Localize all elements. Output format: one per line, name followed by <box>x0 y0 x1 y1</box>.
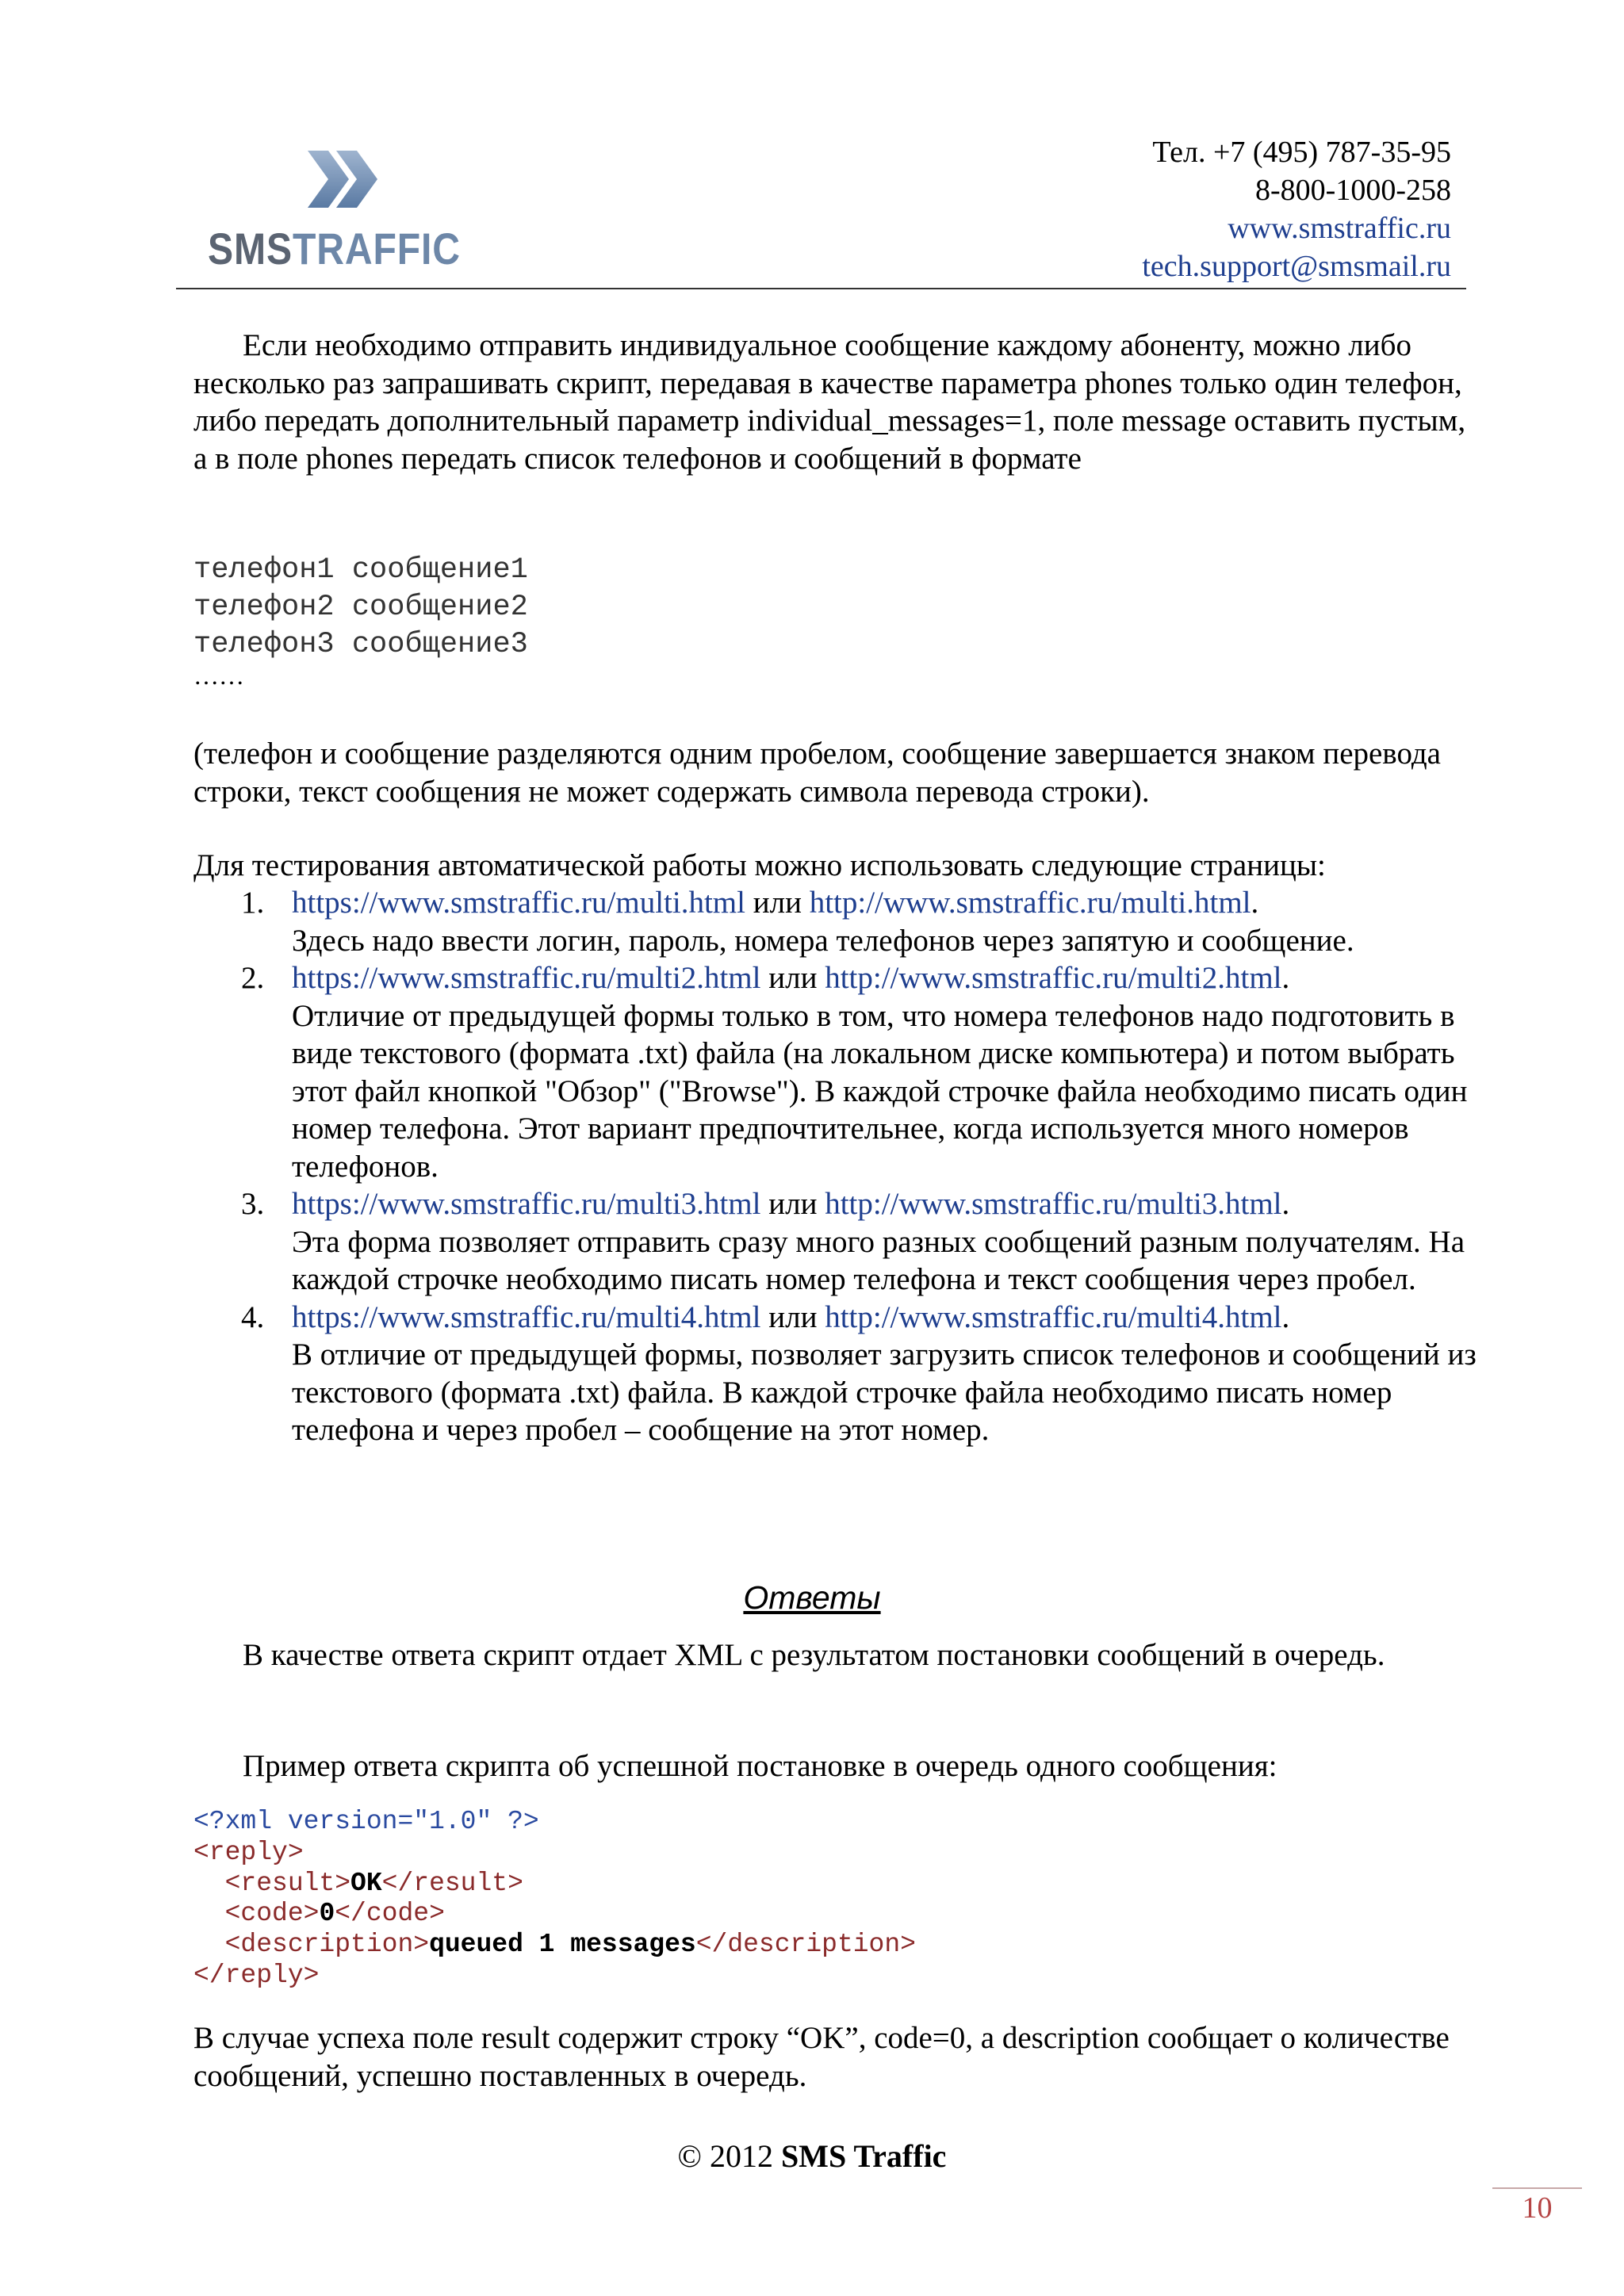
list-number: 1. <box>241 886 265 920</box>
format-note: (телефон и сообщение разделяются одним пробелом, сообщение завершается знаком перевода строки, текст сообщения не может содержать символа перевода строки). <box>193 737 1441 809</box>
list-number: 4. <box>241 1299 265 1334</box>
https-link[interactable]: https://www.smstraffic.ru/multi4.html <box>292 1299 761 1334</box>
logo-traffic-text: TRAFFIC <box>292 224 461 274</box>
phone-free: 8-800-1000-258 <box>1255 174 1451 207</box>
code-value: 0 <box>319 1899 335 1929</box>
list-item-description: В отличие от предыдущей формы, позволяет загрузить список телефонов и сообщений из текстового (формата .txt) файла. В каждой строчке файла необходимо писать номер телефона и через пробел – сообщение на этот номер. <box>292 1337 1477 1447</box>
format-line-2: телефон2 сообщение2 <box>193 591 528 624</box>
reply-close-tag: </reply> <box>193 1960 320 1990</box>
format-ellipsis: …… <box>193 661 244 690</box>
description-close-tag: </description> <box>695 1930 916 1960</box>
list-item <box>193 1185 1478 1299</box>
http-link[interactable]: http://www.smstraffic.ru/multi.html <box>809 886 1251 920</box>
list-item-description: Здесь надо ввести логин, пароль, номера телефонов через запятую и сообщение. <box>292 923 1354 958</box>
header-contacts <box>1142 133 1451 285</box>
https-link[interactable]: https://www.smstraffic.ru/multi.html <box>292 886 745 920</box>
description-open-tag: <description> <box>224 1930 430 1960</box>
description-value: queued 1 messages <box>429 1930 696 1960</box>
result-value: OK <box>350 1868 382 1898</box>
http-link[interactable]: http://www.smstraffic.ru/multi4.html <box>825 1299 1282 1334</box>
list-item-description: Отличие от предыдущей формы только в том, что номера телефонов надо подготовить в виде текстового (формата .txt) файла (на локальном диске компьютера) и потом выбрать этот файл кнопкой "Обзор" ("Browse"). В каждой строчке файла необходимо писать один номер телефона. Этот вариант предпочтительнее, когда используется много номеров телефонов. <box>292 998 1468 1184</box>
xml-response-example <box>193 1807 916 1992</box>
logo-wordmark <box>208 225 461 273</box>
support-email-link[interactable]: tech.support@smsmail.ru <box>1142 250 1451 283</box>
or-text: или <box>768 961 818 995</box>
testing-pages-list <box>193 884 1478 1449</box>
list-item <box>193 1299 1478 1449</box>
or-text: или <box>753 886 802 920</box>
result-open-tag: <result> <box>224 1868 351 1898</box>
or-text: или <box>768 1299 818 1334</box>
testing-lead: Для тестирования автоматической работы можно использовать следующие страницы: <box>193 848 1326 882</box>
xml-declaration: <?xml version="1.0" ?> <box>193 1807 539 1836</box>
list-item <box>193 884 1478 959</box>
http-link[interactable]: http://www.smstraffic.ru/multi2.html <box>825 961 1282 995</box>
example-intro: Пример ответа скрипта об успешной постановке в очередь одного сообщения: <box>243 1749 1277 1783</box>
format-line-1: телефон1 сообщение1 <box>193 553 528 587</box>
period: . <box>1281 1187 1290 1221</box>
code-close-tag: </code> <box>335 1899 445 1929</box>
page-number: 10 <box>1522 2191 1553 2225</box>
success-note: В случае успеха поле result содержит строку “OK”, code=0, а description сообщает о количестве сообщений, успешно поставленных в очередь. <box>193 2021 1450 2093</box>
answers-heading: Ответы <box>743 1579 881 1616</box>
website-link[interactable]: www.smstraffic.ru <box>1228 212 1451 245</box>
https-link[interactable]: https://www.smstraffic.ru/multi3.html <box>292 1187 761 1221</box>
format-line-3: телефон3 сообщение3 <box>193 628 528 661</box>
list-number: 2. <box>241 961 265 995</box>
list-item-description: Эта форма позволяет отправить сразу много разных сообщений разным получателям. На каждой строчке необходимо писать номер телефона и текст сообщения через пробел. <box>292 1224 1465 1296</box>
page-number-rule <box>1492 2187 1582 2189</box>
http-link[interactable]: http://www.smstraffic.ru/multi3.html <box>825 1187 1282 1221</box>
intro-paragraph: Если необходимо отправить индивидуальное сообщение каждому абоненту, можно либо несколько раз запрашивать скрипт, передавая в качестве параметра phones только один телефон, либо передать дополнительный параметр individual_messages=1, поле message оставить пустым, а в поле phones передать список телефонов и сообщений в формате <box>193 328 1466 476</box>
period: . <box>1281 1299 1290 1334</box>
smstraffic-logo <box>208 143 485 277</box>
double-chevron-logo-icon <box>304 147 384 211</box>
code-open-tag: <code> <box>224 1899 320 1929</box>
answers-paragraph: В качестве ответа скрипт отдает XML с результатом постановки сообщений в очередь. <box>243 1638 1385 1672</box>
https-link[interactable]: https://www.smstraffic.ru/multi2.html <box>292 961 761 995</box>
logo-sms-text: SMS <box>208 224 293 274</box>
copyright-text: © 2012 <box>677 2138 773 2174</box>
reply-open-tag: <reply> <box>193 1837 304 1867</box>
phone-main: Тел. +7 (495) 787-35-95 <box>1152 136 1451 169</box>
period: . <box>1281 961 1290 995</box>
company-name: SMS Traffic <box>780 2138 947 2174</box>
result-close-tag: </result> <box>381 1868 523 1898</box>
list-number: 3. <box>241 1187 265 1221</box>
page-footer <box>0 2137 1624 2176</box>
or-text: или <box>768 1187 818 1221</box>
period: . <box>1251 886 1259 920</box>
header-divider <box>176 288 1466 289</box>
list-item <box>193 959 1478 1185</box>
